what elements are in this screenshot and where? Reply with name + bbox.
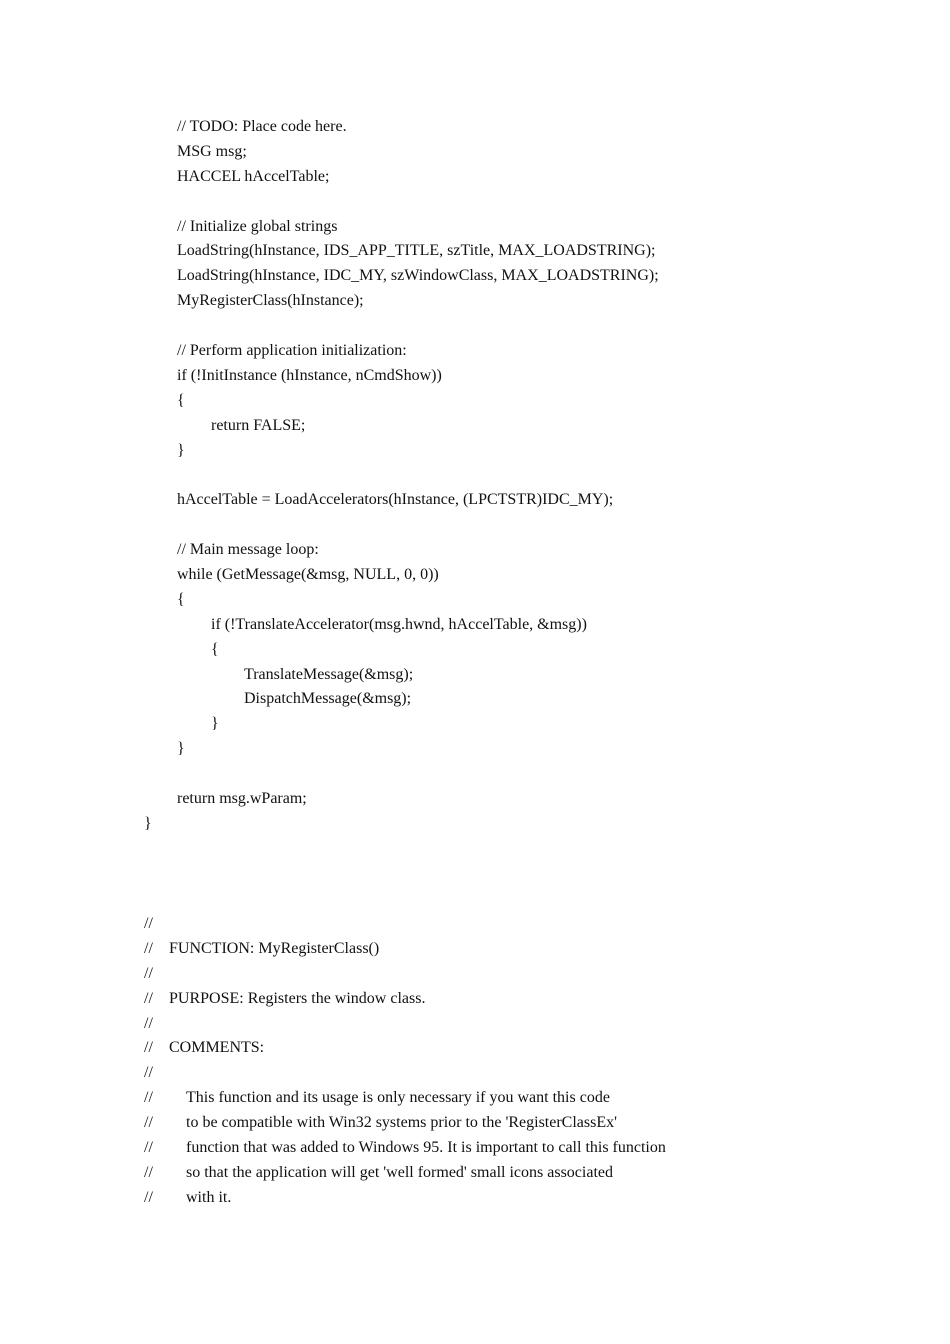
comment-slashes: //: [144, 1089, 153, 1107]
comment-body-line: This function and its usage is only necessary if you want this code: [186, 1089, 610, 1107]
function-comment-block: [144, 912, 666, 1211]
code-line: DispatchMessage(&msg);: [244, 690, 412, 708]
code-line: {: [177, 391, 185, 409]
comment-slashes: //: [144, 1188, 153, 1206]
comment-line: [144, 1086, 610, 1111]
comment-line: [144, 1061, 168, 1086]
code-line: [144, 513, 659, 538]
code-line: MyRegisterClass(hInstance);: [177, 292, 364, 310]
comment-slashes: //: [144, 939, 153, 957]
comment-line: [144, 1186, 232, 1211]
comment-line: [144, 1136, 666, 1161]
comment-line: [144, 987, 426, 1012]
comment-slashes: //: [144, 964, 153, 982]
comment-line: [144, 962, 168, 987]
code-line: [144, 190, 659, 215]
code-line: LoadString(hInstance, IDC_MY, szWindowClass, MAX_LOADSTRING);: [177, 267, 659, 285]
comments-heading: COMMENTS:: [169, 1039, 265, 1057]
code-line: return msg.wParam;: [177, 790, 307, 808]
code-line: {: [177, 590, 185, 608]
winmain-code-block: [144, 115, 659, 837]
code-line: }: [177, 441, 185, 459]
comment-slashes: //: [144, 1014, 153, 1032]
code-line: // TODO: Place code here.: [177, 118, 347, 135]
comment-line: [144, 912, 168, 937]
function-name-comment: FUNCTION: MyRegisterClass(): [169, 939, 380, 957]
comment-slashes: //: [144, 1163, 153, 1181]
code-line: [144, 463, 659, 488]
code-line: }: [211, 715, 219, 733]
code-line: }: [144, 814, 152, 832]
code-line: if (!TranslateAccelerator(msg.hwnd, hAccelTable, &msg)): [211, 615, 587, 633]
comment-line: [144, 1161, 613, 1186]
comment-slashes: //: [144, 1064, 153, 1082]
comment-body-line: to be compatible with Win32 systems prior to the 'RegisterClassEx': [186, 1114, 617, 1132]
comment-slashes: //: [144, 915, 153, 932]
code-line: // Initialize global strings: [177, 217, 338, 235]
comment-slashes: //: [144, 989, 153, 1007]
code-line: if (!InitInstance (hInstance, nCmdShow)): [177, 366, 442, 384]
comment-line: [144, 1111, 617, 1136]
comment-slashes: //: [144, 1139, 153, 1157]
comment-line: [144, 1036, 265, 1061]
code-line: return FALSE;: [211, 416, 306, 434]
comment-slashes: //: [144, 1114, 153, 1132]
code-line: while (GetMessage(&msg, NULL, 0, 0)): [177, 566, 439, 584]
code-line: }: [177, 740, 185, 758]
comment-slashes: //: [144, 1039, 153, 1057]
comment-body-line: function that was added to Windows 95. It is important to call this function: [186, 1139, 666, 1157]
comment-line: [144, 937, 380, 962]
purpose-comment: PURPOSE: Registers the window class.: [169, 989, 426, 1007]
comment-line: [144, 1012, 168, 1037]
code-line: LoadString(hInstance, IDS_APP_TITLE, szTitle, MAX_LOADSTRING);: [177, 242, 656, 260]
code-line: MSG msg;: [177, 142, 247, 160]
code-line: [144, 762, 659, 787]
code-line: [144, 314, 659, 339]
code-line: // Perform application initialization:: [177, 342, 407, 360]
code-line: TranslateMessage(&msg);: [244, 665, 414, 683]
comment-body-line: with it.: [186, 1188, 232, 1206]
code-line: // Main message loop:: [177, 541, 319, 559]
code-line: {: [211, 640, 219, 658]
code-line: HACCEL hAccelTable;: [177, 167, 330, 185]
code-line: hAccelTable = LoadAccelerators(hInstance, (LPCTSTR)IDC_MY);: [177, 491, 614, 509]
comment-body-line: so that the application will get 'well formed' small icons associated: [186, 1163, 613, 1181]
